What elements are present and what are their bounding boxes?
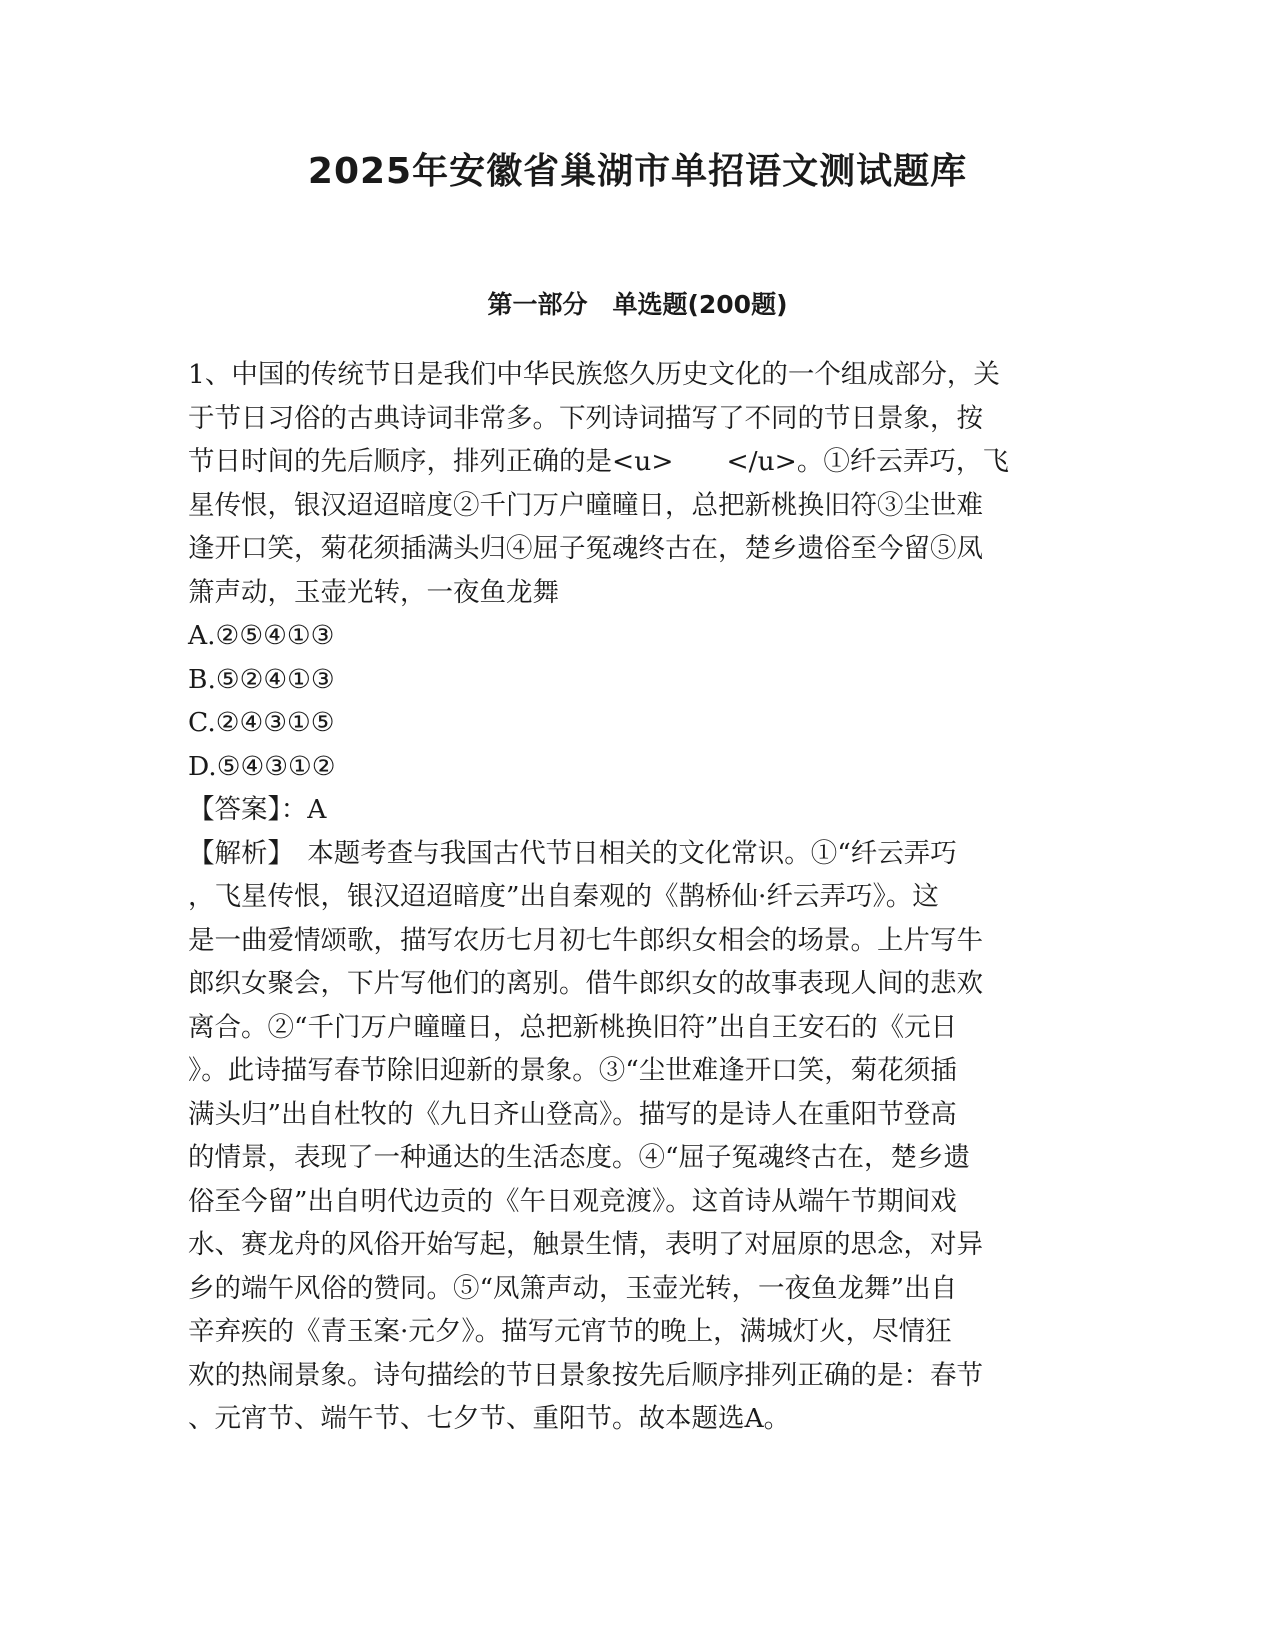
document-title: 2025年安徽省巢湖市单招语文测试题库 <box>307 151 968 192</box>
explanation-line: 》。此诗描写春节除旧迎新的景象。③“尘世难逢开口笑，菊花须插 <box>188 1055 957 1086</box>
explanation-line: 是一曲爱情颂歌，描写农历七月初七牛郎织女相会的场景。上片写牛 <box>188 924 983 956</box>
explanation-line: 满头归”出自杜牧的《九日齐山登高》。描写的是诗人在重阳节登高 <box>188 1098 957 1130</box>
explanation-line: 乡的端午风俗的赞同。⑤“凤箫声动，玉壶光转，一夜鱼龙舞”出自 <box>188 1272 958 1304</box>
section-heading: 第一部分 单选题(200题) <box>487 290 788 319</box>
option-a: A.②⑤④①③ <box>188 620 335 651</box>
explanation-line: 【解析】 本题考查与我国古代节日相关的文化常识。①“纤云弄巧 <box>188 837 957 869</box>
answer-line: 【答案】：A <box>188 794 327 825</box>
question-stem-line: 于节日习俗的古典诗词非常多。下列诗词描写了不同的节日景象，按 <box>188 402 983 434</box>
explanation-line: 、元宵节、端午节、七夕节、重阳节。故本题选A。 <box>188 1403 791 1434</box>
explanation-line: 的情景，表现了一种通达的生活态度。④“屈子冤魂终古在，楚乡遗 <box>188 1142 971 1173</box>
question-block <box>188 353 1078 1441</box>
explanation-line: ，飞星传恨，银汉迢迢暗度”出自秦观的《鹊桥仙·纤云弄巧》。这 <box>188 881 939 912</box>
explanation-line: 水、赛龙舟的风俗开始写起，触景生情，表明了对屈原的思念，对异 <box>188 1229 983 1260</box>
question-stem-line: 节日时间的先后顺序，排列正确的是<u> </u>。①纤云弄巧，飞 <box>188 446 1009 477</box>
explanation-line: 离合。②“千门万户曈曈日，总把新桃换旧符”出自王安石的《元日 <box>188 1011 958 1043</box>
explanation-line: 欢的热闹景象。诗句描绘的节日景象按先后顺序排列正确的是：春节 <box>188 1359 983 1391</box>
question-stem-line: 星传恨，银汉迢迢暗度②千门万户曈曈日，总把新桃换旧符③尘世难 <box>188 489 983 521</box>
question-stem-line: 箫声动，玉壶光转，一夜鱼龙舞 <box>188 576 559 608</box>
option-c: C.②④③①⑤ <box>188 707 335 738</box>
option-b: B.⑤②④①③ <box>188 663 335 695</box>
question-stem-line: 逢开口笑，菊花须插满头归④屈子冤魂终古在，楚乡遗俗至今留⑤凤 <box>188 533 983 564</box>
explanation-line: 郎织女聚会，下片写他们的离别。借牛郎织女的故事表现人间的悲欢 <box>188 968 983 999</box>
question-stem-line: 1、中国的传统节日是我们中华民族悠久历史文化的一个组成部分，关 <box>188 359 1000 390</box>
option-d: D.⑤④③①② <box>188 750 336 782</box>
explanation-line: 辛弃疾的《青玉案·元夕》。描写元宵节的晚上，满城灯火，尽情狂 <box>188 1316 952 1347</box>
explanation-line: 俗至今留”出自明代边贡的《午日观竞渡》。这首诗从端午节期间戏 <box>188 1185 957 1217</box>
